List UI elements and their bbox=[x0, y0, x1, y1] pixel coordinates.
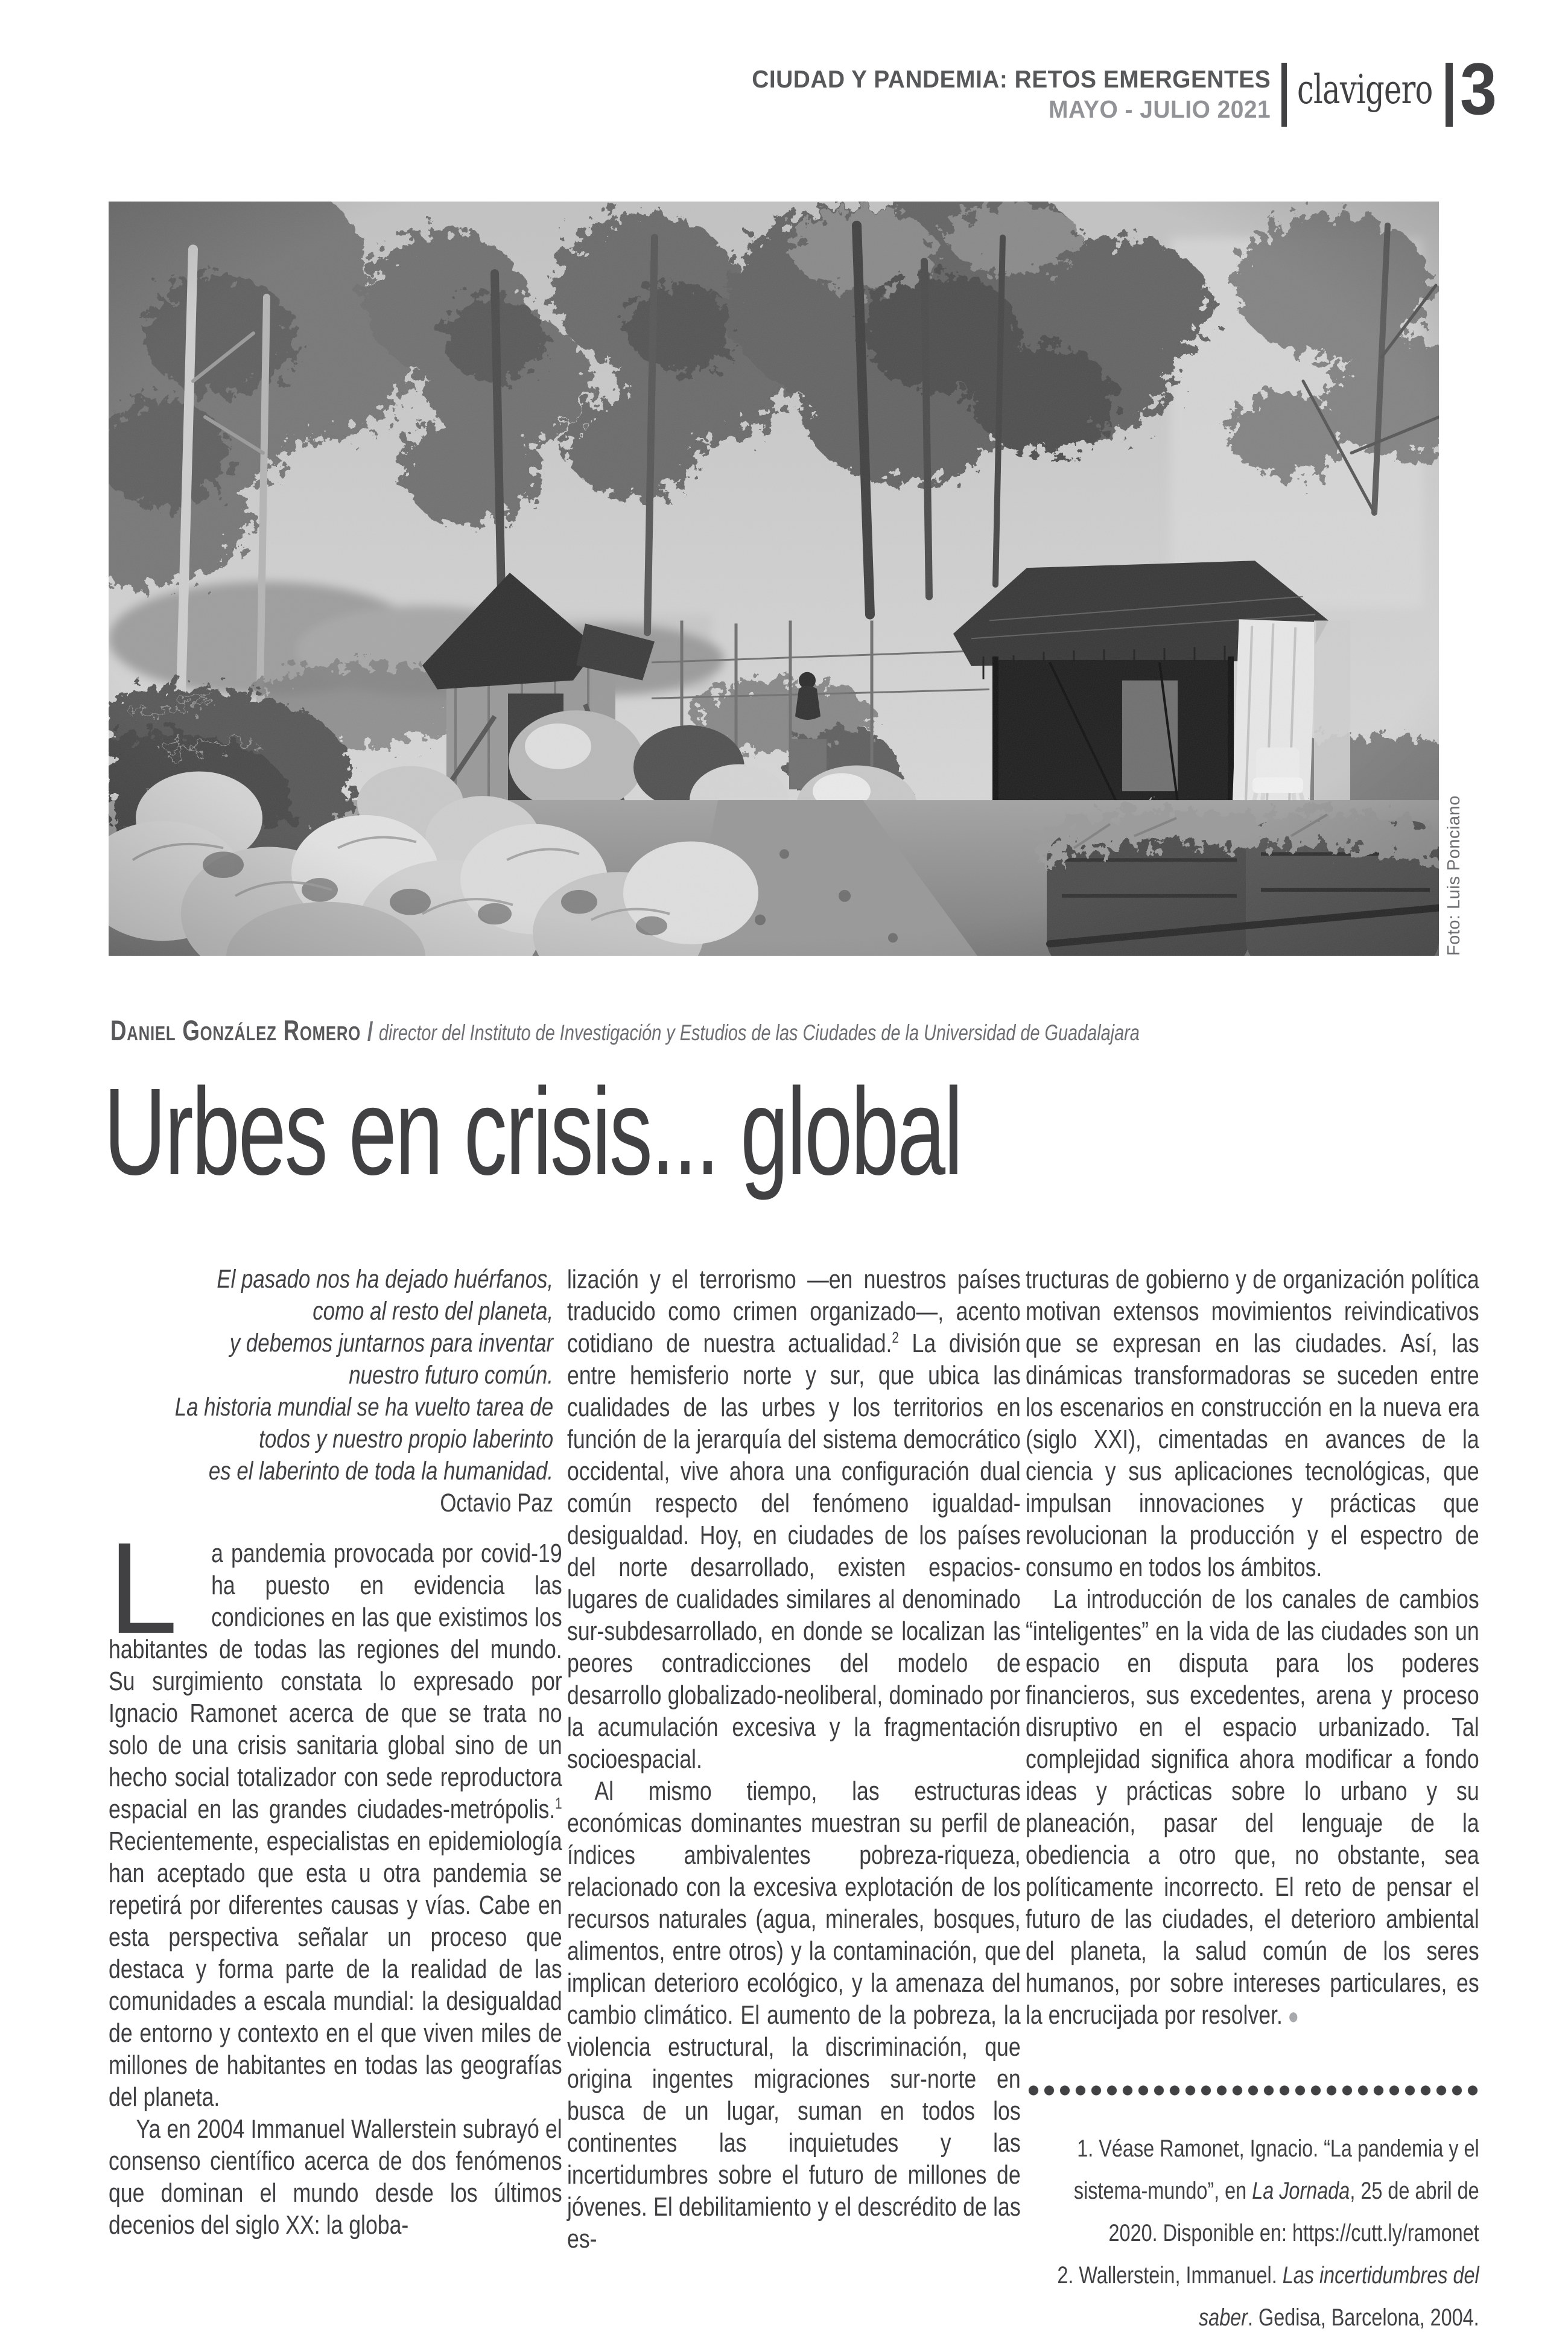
paragraph bbox=[1026, 1583, 1479, 2033]
footnote bbox=[1026, 2254, 1479, 2339]
footnote-text: 1. Véase Ramonet, Ignacio. “La pandemia y el sistema-mundo”, en La Jornada, 25 de abril de 2020. Disponible en: https://cutt.ly/ramonet bbox=[1073, 2135, 1479, 2246]
epigraph-line: nuestro futuro común. bbox=[349, 1361, 554, 1390]
film-grain bbox=[109, 202, 1439, 956]
article-photo bbox=[109, 202, 1439, 956]
author-role: director del Instituto de Investigación y Estudios de las Ciudades de la Universidad de Guadalajara bbox=[378, 1020, 1140, 1045]
epigraph-attribution: Octavio Paz bbox=[440, 1489, 554, 1518]
photo-credit: Foto: Luis Ponciano bbox=[1444, 795, 1464, 956]
photo-illustration bbox=[109, 202, 1439, 956]
footnote bbox=[1026, 2128, 1479, 2254]
paragraph-text: lización y el terrorismo —en nuestros países traducido como crimen organizado—, acento cotidiano de nuestra actualidad.$^2$ La división entre hemisferio norte y sur, que ubica las cualidades de las urbes y los territorios en función de la jerarquía del sistema democrático occidental, vive ahora una configuración dual común respecto del fenómeno igualdad-desigualdad. Hoy, en ciudades de los países del norte desarrollado, existen espacios-lugares de cualidades similares al denominado sur-subdesarrollado, en donde se localizan las peores contradicciones del modelo de desarrollo globalizado-neoliberal, dominado por la acumulación excesiva y la fragmentación socioespacial. bbox=[567, 1265, 1021, 1774]
page-number: 3 bbox=[1460, 48, 1497, 130]
footnotes bbox=[1026, 2128, 1479, 2339]
header-section-title: CIUDAD Y PANDEMIA: RETOS EMERGENTES bbox=[752, 65, 1271, 93]
column-2 bbox=[567, 1263, 1021, 2255]
drop-cap: L bbox=[109, 1515, 178, 1661]
header-kicker bbox=[752, 64, 1271, 124]
author-name: Daniel González Romero bbox=[110, 1014, 361, 1046]
byline bbox=[110, 1014, 1140, 1047]
paragraph: tructuras de gobierno y de organización política motivan extensos movimientos reivindicativos que se expresan en las ciudades. Así, las dinámicas transformadoras se suceden entre los escenarios en construcción en la nueva era (siglo XXI), cimentadas en avances de la ciencia y sus aplicaciones tecnológicas, que impulsan innovaciones y prácticas que revolucionan la producción y el espectro de consumo en todos los ámbitos. bbox=[1026, 1265, 1479, 1582]
header-issue-date: MAYO - JULIO 2021 bbox=[1048, 95, 1271, 123]
epigraph-line: La historia mundial se ha vuelto tarea de bbox=[174, 1393, 554, 1422]
paragraph: Ya en 2004 Immanuel Wallerstein subrayó el consenso científico acerca de dos fenómenos que dominan el mundo desde los últimos decenios del siglo XX: la globa- bbox=[109, 2114, 562, 2240]
epigraph bbox=[109, 1263, 562, 1519]
footnote-divider bbox=[1026, 2085, 1479, 2096]
footnote-text: 2. Wallerstein, Immanuel. Las incertidumbres del saber. Gedisa, Barcelona, 2004. bbox=[1057, 2262, 1479, 2331]
paragraph-text: a pandemia provocada por covid-19 ha puesto en evidencia las condiciones en las que existimos los habitantes de todas las regiones del mundo. Su surgimiento constata lo expresado por Ignacio Ramonet acerca de que se trata no solo de una crisis sanitaria global sino de un hecho social totalizador con sede reproductora espacial en las grandes ciudades-metrópolis.$^1$ Recientemente, especialistas en epidemiología han aceptado que esta u otra pandemia se repetirá por diferentes causas y vías. Cabe en esta perspectiva señalar un proceso que destaca y forma parte de la realidad de las comunidades a escala mundial: la desigualdad de entorno y contexto en el que viven miles de millones de habitantes en todas las geografías del planeta. bbox=[109, 1539, 562, 2112]
brand-logo: clavigero bbox=[1297, 66, 1433, 113]
header-divider-2-icon bbox=[1446, 63, 1453, 127]
column-3 bbox=[1026, 1263, 1479, 2033]
column-1 bbox=[109, 1263, 562, 2241]
article-title: Urbes en crisis... global bbox=[104, 1063, 962, 1201]
epigraph-line: El pasado nos ha dejado huérfanos, bbox=[217, 1265, 554, 1294]
paragraph: Al mismo tiempo, las estructuras económicas dominantes muestran su perfil de índices ambivalentes pobreza-riqueza, relacionado con la excesiva explotación de los recursos naturales (agua, minerales, bosques, alimentos, entre otros) y la contaminación, que implican deterioro ecológico, y la amenaza del cambio climático. El aumento de la pobreza, la violencia estructural, la discriminación, que origina ingentes migraciones sur-norte en busca de un lugar, suman en todos los continentes las inquietudes y las incertidumbres sobre el futuro de millones de jóvenes. El debilitamiento y el descrédito de las es- bbox=[567, 1776, 1021, 2254]
header-divider-icon bbox=[1281, 63, 1287, 127]
epigraph-line: y debemos juntarnos para inventar bbox=[229, 1329, 554, 1358]
epigraph-line: es el laberinto de toda la humanidad. bbox=[208, 1457, 554, 1486]
byline-separator: / bbox=[367, 1017, 373, 1046]
paragraph bbox=[567, 1263, 1021, 1775]
paragraph-text: La introducción de los canales de cambios “inteligentes” en la vida de las ciudades son un espacio en disputa para los poderes financieros, sus excedentes, arena y proceso disruptivo en el espacio urbanizado. Tal complejidad significa ahora modificar a fondo ideas y prácticas sobre lo urbano y su planeación, pasar del lenguaje de la obediencia a otro que, no obstante, sea políticamente incorrecto. El reto de pensar el futuro de las ciudades, el deterioro ambiental del planeta, la salud común de los seres humanos, por sobre intereses particulares, es la encrucijada por resolver. ● bbox=[1026, 1584, 1479, 2030]
epigraph-line: todos y nuestro propio laberinto bbox=[259, 1425, 554, 1454]
epigraph-line: como al resto del planeta, bbox=[313, 1297, 554, 1326]
paragraph bbox=[109, 1515, 562, 2113]
